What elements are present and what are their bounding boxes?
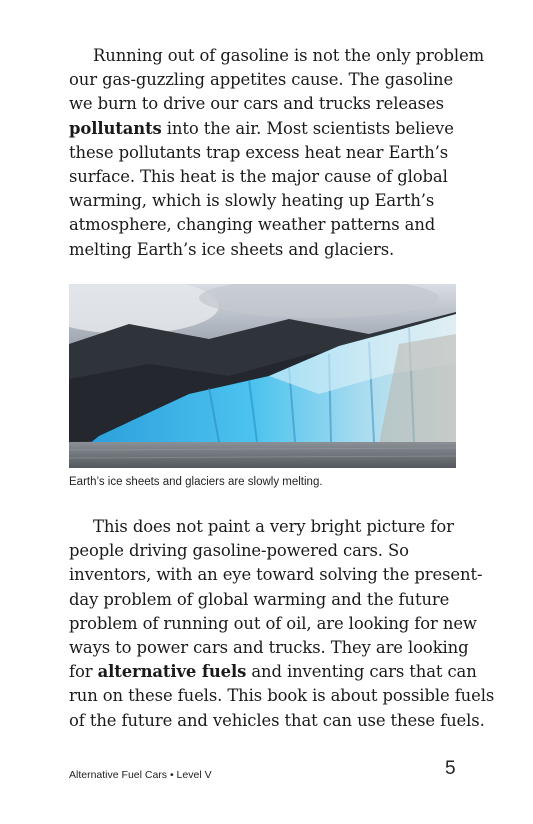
text-fragment: and inventing cars that can	[246, 662, 477, 682]
text-line: melting Earth’s ice sheets and glaciers.	[69, 239, 395, 259]
footer-book-title: Alternative Fuel Cars • Level V	[69, 769, 212, 781]
text-line: run on these fuels. This book is about possible fuels	[69, 686, 495, 706]
text-line: inventors, with an eye toward solving the present-	[69, 565, 483, 585]
text-line: people driving gasoline-powered cars. So	[69, 541, 409, 561]
text-line: these pollutants trap excess heat near Earth’s	[69, 142, 449, 162]
text-line: problem of running out of oil, are looking for new	[69, 613, 477, 633]
text-line: we burn to drive our cars and trucks releases	[69, 94, 444, 114]
body-paragraph-1	[69, 44, 485, 262]
text-line: our gas-guzzling appetites cause. The gasoline	[69, 70, 454, 90]
text-line: surface. This heat is the major cause of global	[69, 167, 448, 187]
glacier-photo	[69, 284, 456, 468]
text-line: This does not paint a very bright picture for	[93, 517, 454, 536]
vocab-term-pollutants: pollutants	[69, 118, 162, 138]
text-fragment: for	[69, 662, 98, 682]
text-line: warming, which is slowly heating up Earth’s	[69, 191, 435, 211]
text-line: atmosphere, changing weather patterns and	[69, 215, 436, 235]
text-line	[69, 117, 469, 141]
photo-caption: Earth’s ice sheets and glaciers are slowly melting.	[69, 476, 323, 488]
text-line: day problem of global warming and the future	[69, 589, 450, 609]
text-line	[69, 660, 477, 684]
text-line: ways to power cars and trucks. They are looking	[69, 638, 469, 658]
text-fragment: into the air. Most scientists believe	[161, 118, 454, 138]
page-number: 5	[445, 758, 456, 779]
text-line: of the future and vehicles that can use these fuels.	[69, 710, 485, 730]
body-paragraph-2	[69, 515, 495, 733]
glacier-photo-icon	[69, 284, 456, 468]
text-line: Running out of gasoline is not the only problem	[93, 46, 485, 65]
vocab-term-alternative-fuels: alternative fuels	[97, 662, 247, 682]
